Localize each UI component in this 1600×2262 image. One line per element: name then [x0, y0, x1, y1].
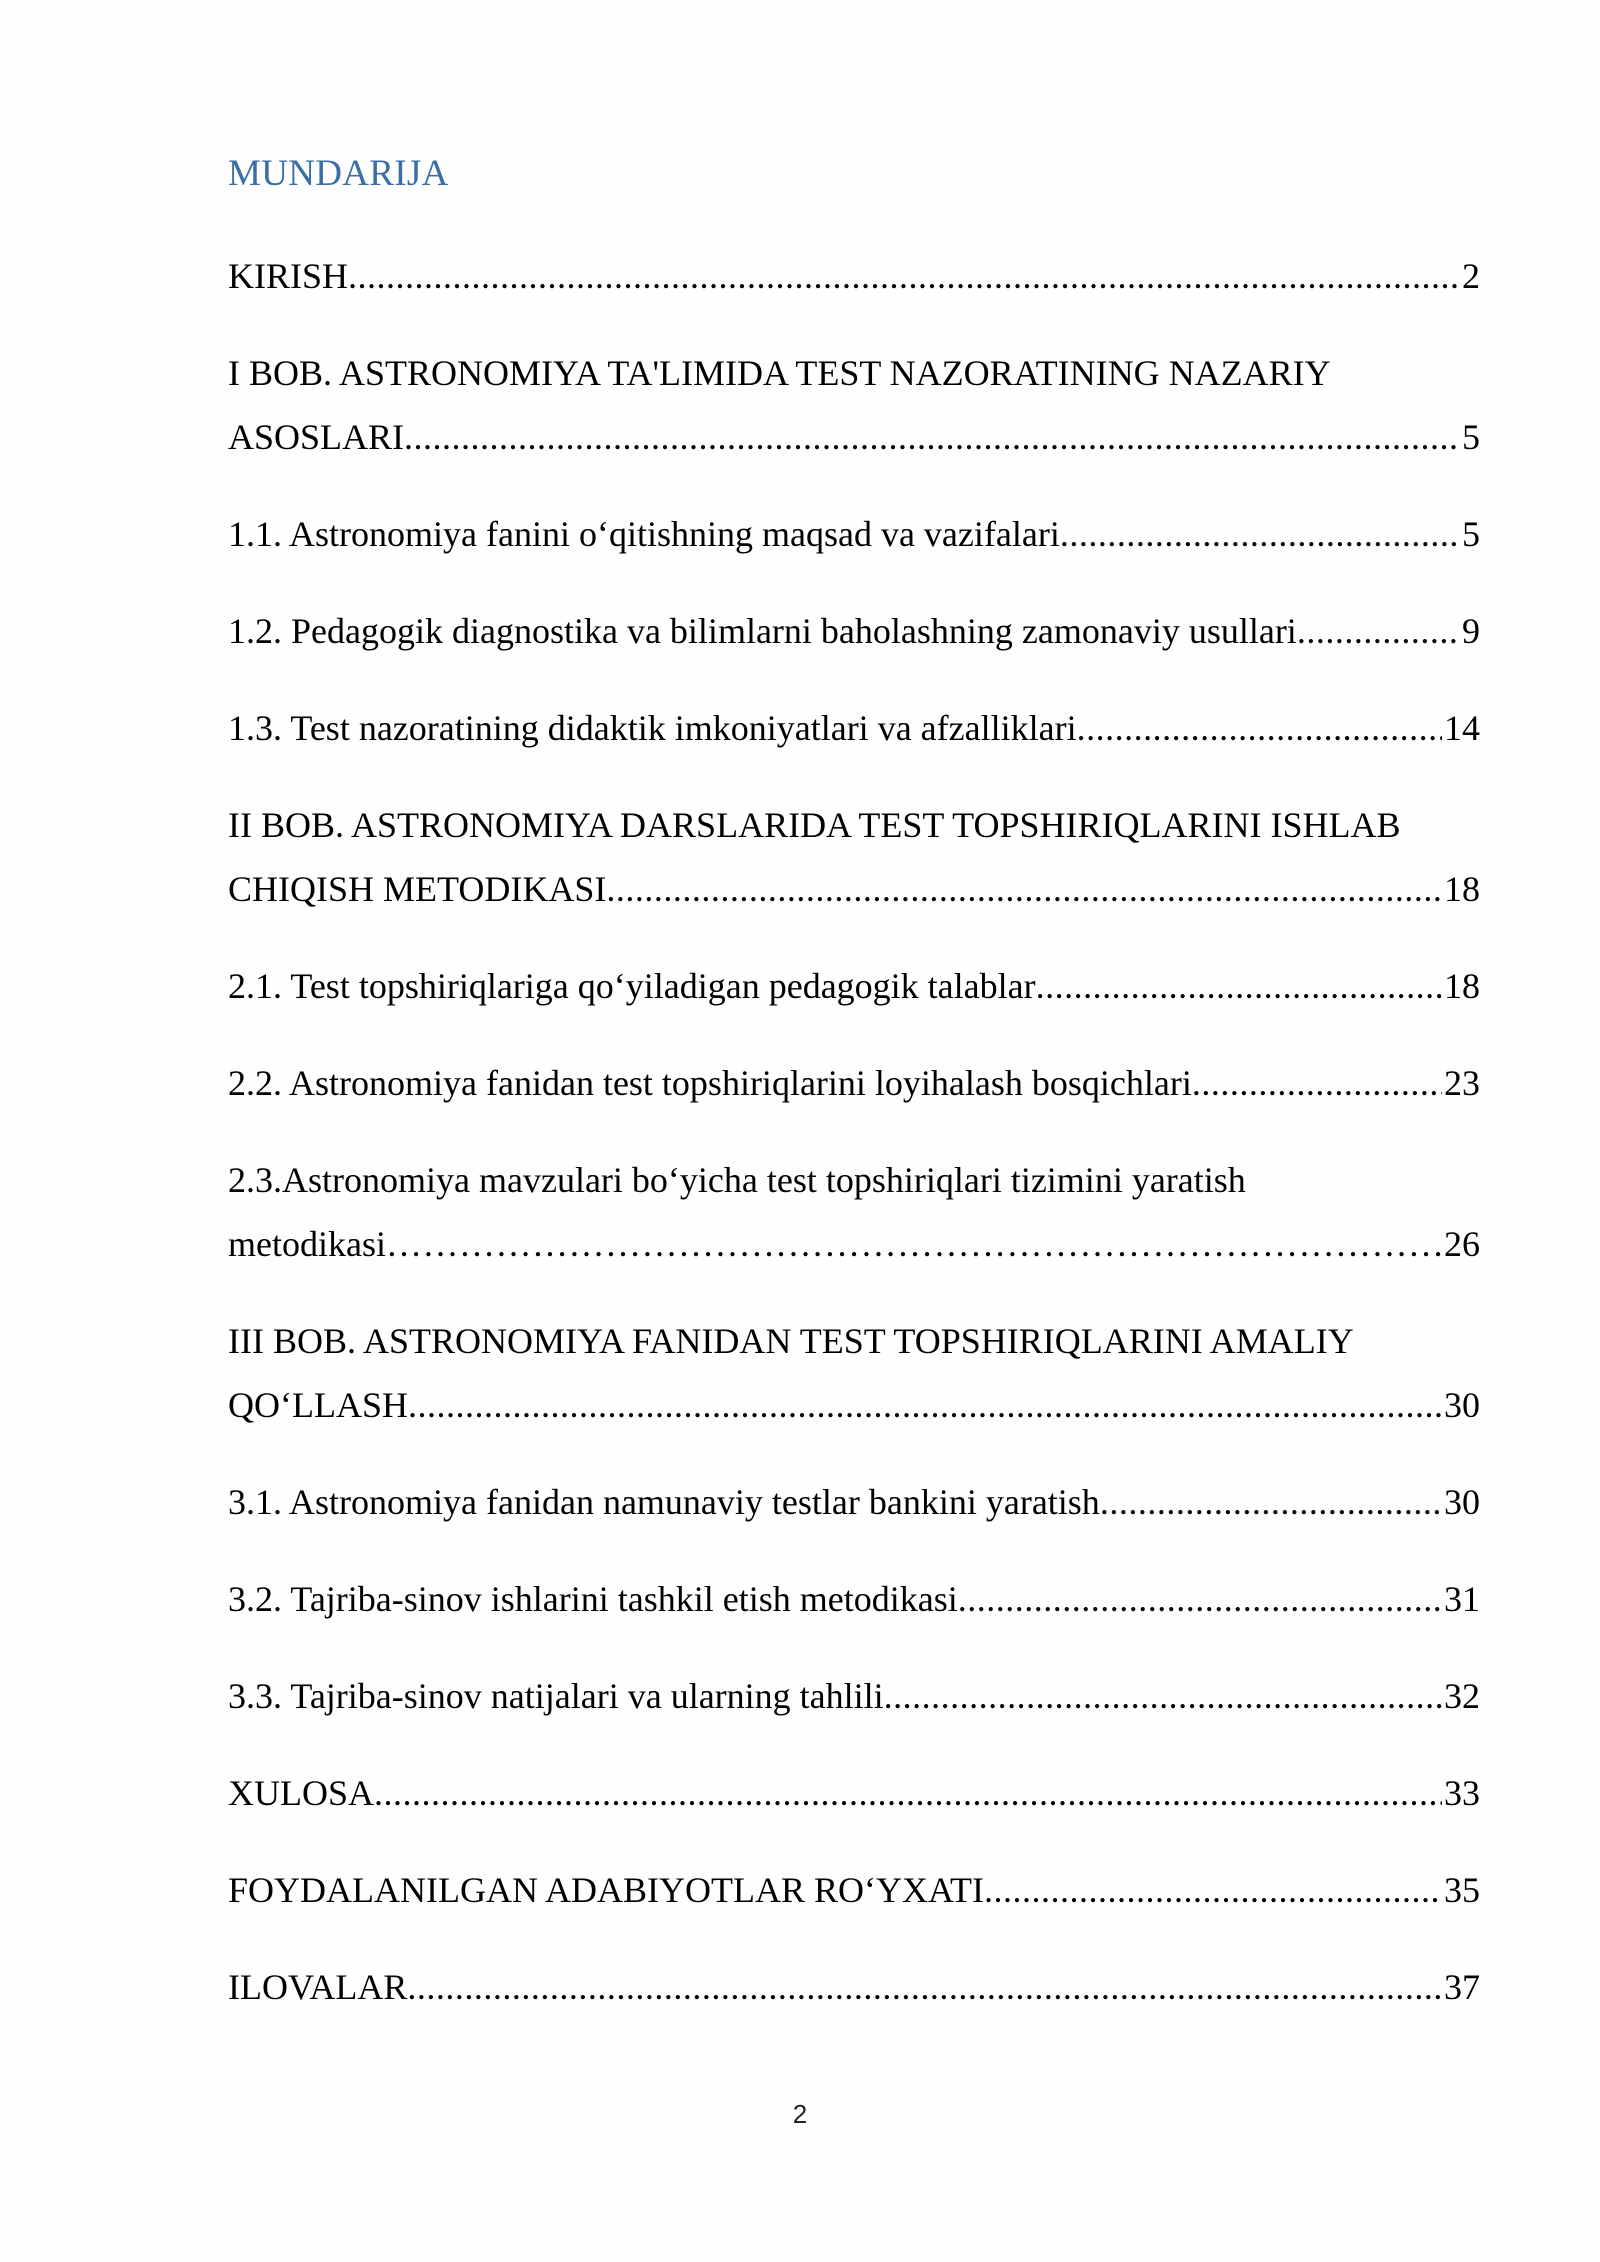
toc-entry-page: 5: [1462, 417, 1480, 457]
toc-entry[interactable]: [228, 341, 1480, 469]
toc-dot-leader: [407, 1955, 1442, 2019]
toc-entry-text: QO‘LLASH: [228, 1385, 408, 1425]
toc-entry-text: 2.1. Test topshiriqlariga qo‘yiladigan pedagogik talablar: [228, 966, 1036, 1006]
toc-dot-leader: [348, 244, 1460, 308]
toc-entry-text: 3.2. Tajriba-sinov ishlarini tashkil etish metodikasi: [228, 1579, 958, 1619]
toc-dot-leader: [374, 1761, 1442, 1825]
toc-entry-page: 18: [1444, 869, 1480, 909]
toc-entry-text: 3.3. Tajriba-sinov natijalari va ularning tahlili: [228, 1676, 884, 1716]
toc-entry-text: 1.3. Test nazoratining didaktik imkoniyatlari va afzalliklari: [228, 708, 1077, 748]
toc-entry-text: ILOVALAR: [228, 1967, 408, 2007]
toc-entry-page: 31: [1444, 1579, 1480, 1619]
toc-entry-text-first-line: II BOB. ASTRONOMIYA DARSLARIDA TEST TOPSHIRIQLARINI ISHLAB: [228, 805, 1401, 845]
toc-entry-page: 2: [1462, 256, 1480, 296]
toc-entry[interactable]: [228, 244, 1480, 308]
toc-dot-leader: [408, 1373, 1442, 1437]
toc-dot-leader: [958, 1567, 1442, 1631]
toc-entry-page: 18: [1444, 966, 1480, 1006]
toc-entry-text: FOYDALANILGAN ADABIYOTLAR RO‘YXATI: [228, 1870, 984, 1910]
toc-entry-text: KIRISH: [228, 256, 349, 296]
toc-dot-leader: [884, 1664, 1442, 1728]
toc-entry[interactable]: [228, 1051, 1480, 1115]
toc-entry-page: 30: [1444, 1385, 1480, 1425]
toc-dot-leader: [1060, 502, 1460, 566]
toc-entry-page: 14: [1444, 708, 1480, 748]
toc-heading: MUNDARIJA: [228, 153, 449, 194]
toc-entry-page: 32: [1444, 1676, 1480, 1716]
toc-entry-page: 5: [1462, 514, 1480, 554]
toc-entry-page: 37: [1444, 1967, 1480, 2007]
toc-entry-page: 26: [1444, 1224, 1480, 1264]
toc-entry-text-first-line: 2.3.Astronomiya mavzulari bo‘yicha test topshiriqlari tizimini yaratish: [228, 1160, 1246, 1200]
toc-entry-text-first-line: I BOB. ASTRONOMIYA TA'LIMIDA TEST NAZORATINING NAZARIY: [228, 353, 1331, 393]
toc-entry-page: 9: [1462, 611, 1480, 651]
toc-dot-leader: [606, 857, 1442, 921]
toc-entry-text: ASOSLARI: [228, 417, 405, 457]
toc-dot-leader: [386, 1212, 1442, 1276]
toc-dot-leader: [1100, 1470, 1442, 1534]
toc-entry-text-first-line: III BOB. ASTRONOMIYA FANIDAN TEST TOPSHIRIQLARINI AMALIY: [228, 1321, 1354, 1361]
toc-entry-text: 1.1. Astronomiya fanini o‘qitishning maqsad va vazifalari: [228, 514, 1060, 554]
toc-entry[interactable]: [228, 1309, 1480, 1437]
toc-entry[interactable]: [228, 1955, 1480, 2019]
toc-entry-page: 33: [1444, 1773, 1480, 1813]
toc-entry[interactable]: [228, 696, 1480, 760]
toc-dot-leader: [1077, 696, 1442, 760]
toc-dot-leader: [1036, 954, 1442, 1018]
toc-dot-leader: [984, 1858, 1442, 1922]
toc-entry[interactable]: [228, 1858, 1480, 1922]
toc-entry-page: 30: [1444, 1482, 1480, 1522]
toc-entry[interactable]: [228, 1567, 1480, 1631]
toc-entry-page: 35: [1444, 1870, 1480, 1910]
toc-entry[interactable]: [228, 954, 1480, 1018]
toc-entry-text: CHIQISH METODIKASI: [228, 869, 607, 909]
toc-entry[interactable]: [228, 599, 1480, 663]
table-of-contents: [228, 244, 1480, 2052]
toc-entry[interactable]: [228, 1761, 1480, 1825]
toc-entry-text: metodikasi: [228, 1224, 386, 1264]
toc-entry-text: XULOSA: [228, 1773, 375, 1813]
toc-dot-leader: [404, 405, 1460, 469]
toc-entry-page: 23: [1444, 1063, 1480, 1103]
toc-entry[interactable]: [228, 1148, 1480, 1276]
toc-entry[interactable]: [228, 793, 1480, 921]
toc-entry-text: 2.2. Astronomiya fanidan test topshiriqlarini loyihalash bosqichlari: [228, 1063, 1192, 1103]
toc-entry[interactable]: [228, 1664, 1480, 1728]
toc-entry-text: 1.2. Pedagogik diagnostika va bilimlarni baholashning zamonaviy usullari: [228, 611, 1297, 651]
toc-entry[interactable]: [228, 502, 1480, 566]
toc-dot-leader: [1297, 599, 1460, 663]
toc-dot-leader: [1192, 1051, 1442, 1115]
page-number: 2: [792, 2099, 808, 2129]
toc-entry[interactable]: [228, 1470, 1480, 1534]
toc-entry-text: 3.1. Astronomiya fanidan namunaviy testlar bankini yaratish: [228, 1482, 1100, 1522]
